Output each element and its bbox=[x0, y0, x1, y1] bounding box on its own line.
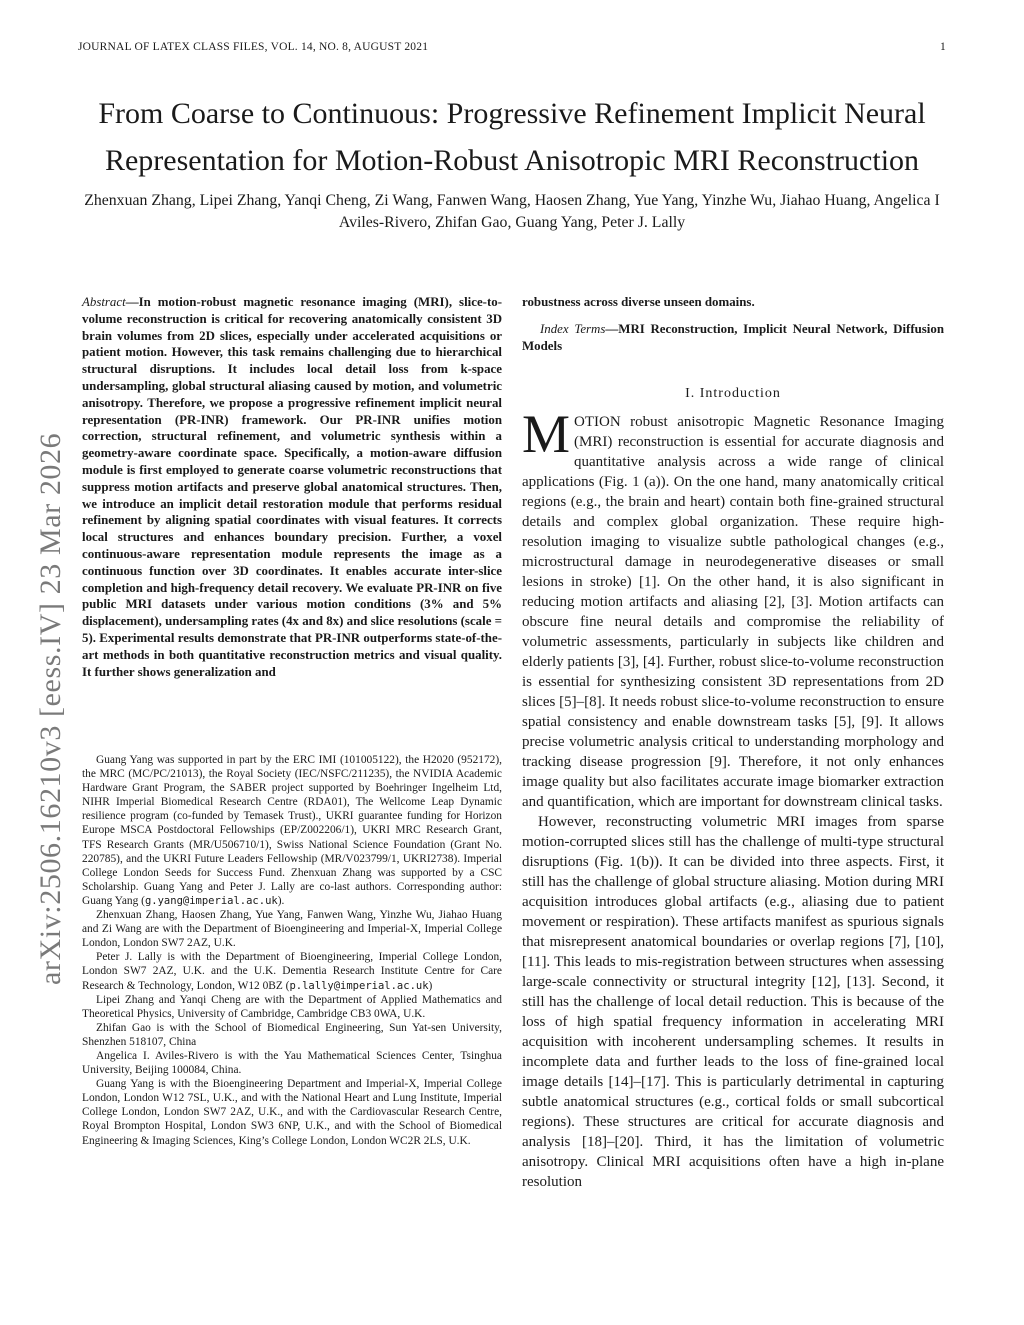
lally-email[interactable]: p.lally@imperial.ac.uk bbox=[289, 979, 429, 992]
funding-end: ). bbox=[277, 894, 285, 907]
footnotes bbox=[82, 753, 502, 1148]
index-terms bbox=[522, 321, 944, 355]
footnote-funding bbox=[82, 753, 502, 908]
abstract-continuation: robustness across diverse unseen domains. bbox=[522, 295, 755, 309]
footnote-affiliation: Zhifan Gao is with the School of Biomedical Engineering, Sun Yat-sen University, Shenzhen 518107, China bbox=[82, 1021, 502, 1048]
footnote-affiliation bbox=[82, 950, 502, 992]
affiliation-text: Peter J. Lally is with the Department of Bioengineering, Imperial College London, London SW7 2AZ, U.K. and the U.K. Dementia Research Institute Centre for Care Research & Technology, London, W12 0BZ ( bbox=[82, 951, 502, 992]
abstract-label: Abstract bbox=[82, 295, 126, 309]
paper-title: From Coarse to Continuous: Progressive Refinement Implicit Neural Representation for Motion-Robust Anisotropic MRI Reconstruction bbox=[98, 97, 926, 177]
author-list: Zhenxuan Zhang, Lipei Zhang, Yanqi Cheng, Zi Wang, Fanwen Wang, Haosen Zhang, Yue Yang, Yinzhe Wu, Jiahao Huang, Angelica I Aviles-Rivero, Zhifan Gao, Guang Yang, Peter J. Lally bbox=[84, 192, 940, 231]
footnote-affiliation: Guang Yang is with the Bioengineering Department and Imperial-X, Imperial College London, London W12 7SL, U.K., and with the National Heart and Lung Institute, Imperial College London, London SW7 2AZ, U.K., and with the Cardiovascular Research Centre, Royal Brompton Hospital, London SW3 6NP, U.K., and with the School of Biomedical Engineering & Imaging Sciences, King’s College London, London WC2R 2LS, U.K. bbox=[82, 1078, 502, 1147]
abstract-text: —In motion-robust magnetic resonance imaging (MRI), slice-to-volume reconstruction is critical for recovering anatomically consistent 3D brain volumes from 2D slices, especially under accelerated acquisitions or patient motion. However, this task remains challenging due to hierarchical structural disruptions. It includes local detail loss from k-space undersampling, global structural aliasing caused by motion, and volumetric anisotropy. Therefore, we propose a progressive refinement implicit neural representation (PR-INR) framework. Our PR-INR unifies motion correction, structural refinement, and volumetric synthesis within a geometry-aware coordinate space. Specifically, a motion-aware diffusion module is first employed to generate coarse volumetric reconstructions that suppress motion artifacts and preserve global anatomical structures. Then, we introduce an implicit detail restoration module that performs residual refinement by aligning spatial coordinates with visual features. It corrects local structures and enhances boundary precision. Further, a voxel continuous-aware representation module represents the image as a continuous function over 3D coordinates. It enables accurate inter-slice completion and high-frequency detail recovery. We evaluate PR-INR on five public MRI datasets under various motion conditions (3% and 5% displacement), undersampling rates (4x and 8x) and slice resolutions (scale = 5). Experimental results demonstrate that PR-INR outperforms state-of-the-art methods in both quantitative reconstruction metrics and visual quality. It further shows generalization and bbox=[82, 295, 502, 679]
corresponding-email[interactable]: g.yang@imperial.ac.uk bbox=[144, 894, 278, 907]
index-terms-label: Index Terms bbox=[540, 322, 606, 336]
journal-name: JOURNAL OF LATEX CLASS FILES, VOL. 14, NO. 8, AUGUST 2021 bbox=[78, 41, 429, 53]
page-number: 1 bbox=[940, 41, 946, 53]
arxiv-identifier: arXiv:2506.16210v3 [eess.IV] 23 Mar 2026 bbox=[34, 432, 67, 985]
running-header bbox=[78, 41, 946, 57]
footnote-affiliation: Lipei Zhang and Yanqi Cheng are with the Department of Applied Mathematics and Theoretical Physics, University of Cambridge, Cambridge CB3 0WA, U.K. bbox=[82, 993, 502, 1020]
footnote-affiliation: Angelica I. Aviles-Rivero is with the Yau Mathematical Sciences Center, Tsinghua University, Beijing 100084, China. bbox=[82, 1049, 502, 1077]
footnote-affiliation: Zhenxuan Zhang, Haosen Zhang, Yue Yang, Fanwen Wang, Yinzhe Wu, Jiahao Huang and Zi Wang are with the Department of Bioengineering and Imperial-X, Imperial College London, London SW7 2AZ, U.K. bbox=[82, 909, 502, 950]
abstract bbox=[82, 294, 502, 680]
drop-cap: M bbox=[522, 404, 571, 464]
introduction-body bbox=[522, 404, 944, 1192]
section-heading: I. Introduction bbox=[685, 386, 781, 401]
affiliation-end: ) bbox=[428, 979, 433, 992]
index-terms-text: —MRI Reconstruction, Implicit Neural Network, Diffusion Models bbox=[522, 322, 944, 353]
intro-paragraph-1-text: OTION robust anisotropic Magnetic Resonance Imaging (MRI) reconstruction is essential for accurate diagnosis and quantitative analysis across a wide range of clinical applications (Fig. 1 (a)). On the one hand, many anatomically critical regions (e.g., the brain and heart) contain both fine-grained structural details and complex global organization. These require high-resolution imaging to visualize subtle pathological changes (e.g., microstructural damage in neurodegenerative diseases or small lesions in stroke) [1]. On the other hand, it is also significant in reducing motion artifacts and aliasing [2], [3]. Motion artifacts can obscure fine neural details and compromise the reliability of volumetric assessments, particularly in subjects like children and elderly patients [3], [4]. Further, robust slice-to-volume reconstruction is essential for synthesizing consistent 3D representations from 2D slices [5]–[8]. It needs robust slice-to-volume reconstruction to ensure spatial consistency and enable downstream tasks [5], [9]. It allows precise volumetric analysis critical to understanding morphology and tracking disease progression [9]. Therefore, it not only enhances image quality but also facilitates accurate image biomarker extraction and quantification, which are important for downstream clinical tasks. bbox=[522, 414, 944, 810]
intro-paragraph-2: However, reconstructing volumetric MRI images from sparse motion-corrupted slices still has the challenge of multi-type structural disruptions (Fig. 1(b)). It can be divided into three aspects. First, it still has the challenge of global structure aliasing. Motion during MRI acquisition introduces global artifacts (e.g., aliasing due to patient movement or respiration). These artifacts manifest as spurious signals that misrepresent anatomical boundaries or overlap regions [7], [10], [11]. This leads to mis-registration between structures when assessing large-scale connectivity or structural integrity [12], [13]. Second, it still has the challenge of local detail reduction. This is because of the loss of high spatial frequency information in accelerating MRI acquisition with incoherent undersampling schemes. It results in incomplete data and further leads to the loss of fine-grained local image details [14]–[17]. This is particularly detrimental in capturing subtle anatomical structures (e.g., cortical folds or small subcortical regions). These structures are critical for accurate diagnosis and analysis [18]–[20]. Third, it has the limitation of volumetric anisotropy. Clinical MRI acquisitions often have a high in-plane resolution bbox=[522, 814, 944, 1190]
funding-text: Guang Yang was supported in part by the ERC IMI (101005122), the H2020 (952172), the MRC (MC/PC/21013), the Royal Society (IEC/NSFC/211235), the NVIDIA Academic Hardware Grant Program, the SABER project supported by Boehringer Ingelheim Ltd, NIHR Imperial Biomedical Research Centre (RDA01), The Wellcome Leap Dynamic resilience program (co-funded by Temasek Trust)., UKRI guarantee funding for Horizon Europe MSCA Postdoctoral Fellowships (EP/Z002206/1), UKRI MRC Research Grant, TFS Research Grants (MR/U506710/1), Swiss National Science Foundation (Grant No. 220785), and the UKRI Future Leaders Fellowship (MR/V023799/1, UKRI2738). Imperial College London Seeds for Success Fund. Zhenxuan Zhang was supported by a CSC Scholarship. Guang Yang and Peter J. Lally are co-last authors. Corresponding author: Guang Yang ( bbox=[82, 754, 502, 907]
intro-paragraph bbox=[522, 404, 944, 812]
